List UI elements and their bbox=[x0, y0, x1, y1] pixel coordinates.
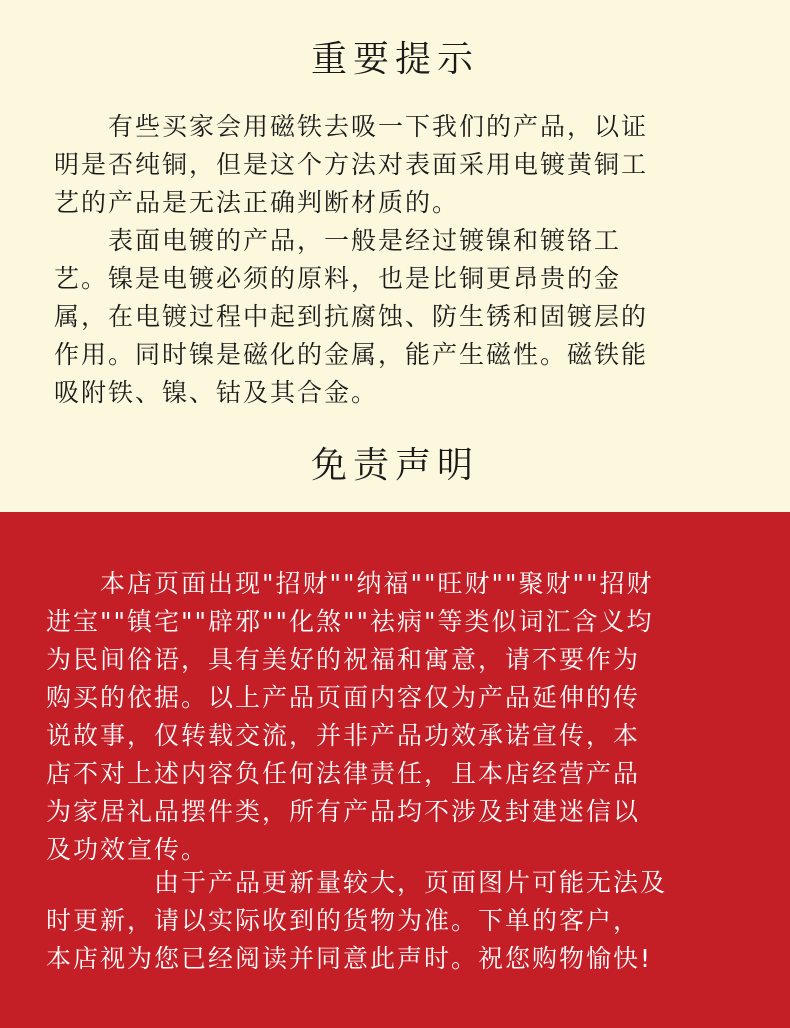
text-line: 本店视为您已经阅读并同意此声时。祝您购物愉快! bbox=[46, 944, 653, 973]
text-line: 艺的产品是无法正确判断材质的。 bbox=[54, 188, 460, 217]
notice-paragraph-plating bbox=[54, 222, 648, 412]
disclaimer-title: 免责声明 bbox=[310, 445, 479, 486]
text-line: 有些买家会用磁铁去吸一下我们的产品，以证 bbox=[54, 112, 649, 141]
text-line: 购买的依据。以上产品页面内容仅为产品延伸的传 bbox=[46, 683, 641, 712]
text-line: 时更新，请以实际收到的货物为准。下单的客户， bbox=[46, 906, 641, 935]
text-line: 艺。镍是电镀必须的原料，也是比铜更昂贵的金 bbox=[54, 264, 622, 293]
notice-paragraph-magnet-test bbox=[54, 108, 648, 222]
text-line: 属，在电镀过程中起到抗腐蚀、防生锈和固镀层的 bbox=[54, 302, 649, 331]
text-line: 表面电镀的产品，一般是经过镀镍和镀铬工 bbox=[54, 226, 622, 255]
text-line: 及功效宣传。 bbox=[46, 835, 209, 864]
disclaimer-paragraph-images bbox=[46, 864, 667, 978]
text-line: 本店页面出现"招财""纳福""旺财""聚财""招财 bbox=[46, 569, 654, 598]
text-line: 由于产品更新量较大，页面图片可能无法及 bbox=[46, 868, 668, 897]
text-line: 吸附铁、镍、钴及其合金。 bbox=[54, 378, 379, 407]
text-line: 为家居礼品摆件类，所有产品均不涉及封建迷信以 bbox=[46, 797, 641, 826]
notice-title: 重要提示 bbox=[310, 39, 479, 80]
text-line: 明是否纯铜，但是这个方法对表面采用电镀黄铜工 bbox=[54, 150, 649, 179]
disclaimer-paragraph-terms bbox=[46, 565, 654, 869]
text-line: 作用。同时镍是磁化的金属，能产生磁性。磁铁能 bbox=[54, 340, 649, 369]
text-line: 进宝""镇宅""辟邪""化煞""祛病"等类似词汇含义均 bbox=[46, 607, 654, 636]
important-notice-section bbox=[0, 0, 790, 512]
text-line: 说故事，仅转载交流，并非产品功效承诺宣传，本 bbox=[46, 721, 641, 750]
text-line: 店不对上述内容负任何法律责任，且本店经营产品 bbox=[46, 759, 641, 788]
text-line: 为民间俗语，具有美好的祝福和寓意，请不要作为 bbox=[46, 645, 641, 674]
